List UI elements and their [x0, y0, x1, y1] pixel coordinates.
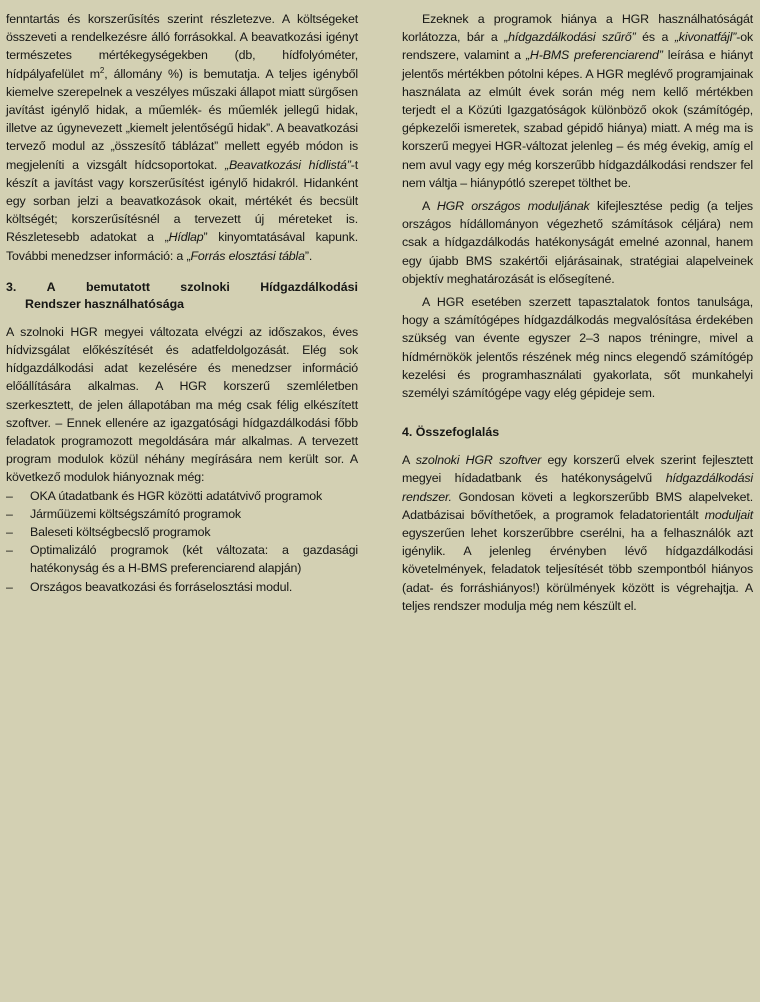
body-paragraph: Ezeknek a programok hiánya a HGR használhatóságát korlátozza, bár a „hídgazdálkodási szűrő” és a „kivonatfájl”-ok rendszere, valamint a „H-BMS preferenciarend” leírása e hiányt jelentős mértékben pótolni képes. A HGR meglévő programjainak használata az elmúlt évek során még nem kellő mértékben terjedt el a Közúti Igazgatóságok különböző okok (számítógép, gépkezelői ismeretek, szabad gépidő hiánya) miatt. A még ma is korszerű megyei HGR-változat jelenleg – és még évekig, amíg el nem avul vagy egy még korszerűbb hídgazdálkodási rendszer fel nem váltja – hiánypótló szerepet tölthet be.	[402, 12, 753, 190]
section-3-heading	[6, 279, 358, 313]
section-3-word: szolnoki	[180, 279, 230, 294]
dash-bullet: –	[6, 525, 13, 540]
list-item	[6, 523, 358, 541]
list-item	[6, 578, 358, 596]
emphasis: hídgazdálkodási rendszer.	[402, 471, 753, 504]
summary-paragraph: A szolnoki HGR szoftver egy korszerű elvek szerint fejlesztett megyei hídadatbank és hatékonyságelvű hídgazdálkodási rendszer. Gondosan követi a legkorszerűbb BMS alapelveket. Adatbázisai bővíthetőek, a programok feladatorientált moduljait egyszerűen lehet korszerűbbre cserélni, ha a felhasználók azt igénylik. A jelenleg érvényben lévő hídgazdálkodási követelmények, feladatok teljesítését több szempontból hiányos (adat- és forráshiányos!) körülmények között is végrehajtja. A teljes rendszer modulja még nem készült el.	[402, 453, 753, 613]
emphasis: Hídlap	[168, 230, 204, 245]
body-paragraph: A HGR országos moduljának kifejlesztése pedig (a teljes országos hídállományon végezhető számítások céljára) nem csak a hídgazdálkodás hatékonyságát emelné azonnal, hanem egy újabb BMS szakértői eljárásainak, stratégiai alapelveinek objektív meghatározását is elősegítené.	[402, 199, 753, 286]
emphasis: „H-BMS preferenciarend”	[525, 48, 663, 63]
list-item	[6, 487, 358, 505]
list-item	[6, 541, 358, 577]
list-item-text: Járműüzemi költségszámító programok	[30, 506, 241, 521]
emphasis: „kivonatfájl”	[674, 30, 737, 45]
dash-bullet: –	[6, 506, 13, 521]
left-column	[6, 10, 358, 596]
section-3-heading-line-2: Rendszer használhatósága	[25, 296, 185, 311]
emphasis: Forrás elosztási tábla	[190, 248, 305, 263]
section-3-word: bemutatott	[85, 279, 150, 294]
right-column	[402, 10, 753, 615]
emphasis: „Beavatkozási hídlistá”	[224, 157, 351, 172]
section-3-word: A	[46, 279, 56, 294]
emphasis: „hídgazdálkodási szűrő”	[504, 30, 636, 45]
dash-bullet: –	[6, 579, 13, 594]
list-item-text: Országos beavatkozási és forráselosztási modul.	[30, 579, 293, 594]
section-3-paragraph: A szolnoki HGR megyei változata elvégzi az időszakos, éves hídvizsgálat előkészítését és adatfeldolgozását. Elég sok hídgazdálkodási adat kezelésére és menedzser információ előállítására alkalmas. A HGR korszerű szemléletben szerkesztett, de jelen állapotában ma még csak félig elkészített szoftver. – Ennek ellenére az igazgatósági hídgazdálkodási főbb feladatok programozott megoldására már alkalmas. A tervezett program modulok közül néhány megírására nem került sor. A következő modulok hiányoznak még:	[6, 324, 358, 485]
section-3-heading-line-1	[6, 279, 358, 296]
missing-modules-list	[6, 487, 358, 596]
superscript: 2	[99, 65, 105, 75]
dash-bullet: –	[6, 488, 13, 503]
list-item-text: Optimalizáló programok (két változata: a gazdasági hatékonyság és a H-BMS preferenciarend alapján)	[30, 543, 358, 576]
section-3-number: 3.	[6, 279, 17, 294]
emphasis: moduljait	[704, 507, 753, 522]
emphasis: szolnoki HGR szoftver	[415, 453, 542, 468]
emphasis: HGR országos moduljának	[436, 199, 590, 214]
section-4-heading: 4. Összefoglalás	[402, 425, 500, 440]
intro-paragraph: fenntartás és korszerűsítés szerint részletezve. A költségeket összeveti a rendelkezésre álló forrásokkal. A beavatkozási igényt természetes mértékegységekben (db, hídfolyóméter, hídpályafelület $m^2$, állomány %) is bemutatja. A teljes igényből kiemelve szerepelnek a veszélyes műszaki állapot miatt sürgősen javítást igénylő hidak, a műemlék- és műemlék jellegű hidak, illetve az úgynevezett „kiemelt jelentőségű hidak”. A beavatkozási tervező modul az „összesítő táblázat” mellett egyéb módon is megjeleníti a vizsgált hídcsoportokat. „Beavatkozási hídlistá”-t készít a javítást vagy korszerűsítést igénylő hidakról. Hidanként egy sorban jelzi a beavatkozások okait, mértékét és becsült költségét; korszerűsítésnél a tervezett új méreteket is. Részletesebb adatokat a „Hídlap” kinyomtatásával kapunk. További menedzser információ: a „Forrás elosztási tábla”.	[6, 12, 358, 263]
list-item-text: Baleseti költségbecslő programok	[30, 525, 211, 540]
body-paragraph: A HGR esetében szerzett tapasztalatok fontos tanulsága, hogy a számítógépes hídgazdálkodás megvalósítása érdekében szükség van évente egyszer 2–3 napos tréningre, mivel a hídmérnökök jelentős részének még nincs elegendő számítógép kezelési és programhasználati gyakorlata, sőt munkahelyi személyi számítógépe vagy elég gépideje sem.	[402, 295, 753, 401]
dash-bullet: –	[6, 543, 13, 558]
list-item-text: OKA útadatbank és HGR közötti adatátvivő programok	[30, 488, 323, 503]
section-3-word: Hídgazdálkodási	[260, 279, 358, 294]
list-item	[6, 505, 358, 523]
